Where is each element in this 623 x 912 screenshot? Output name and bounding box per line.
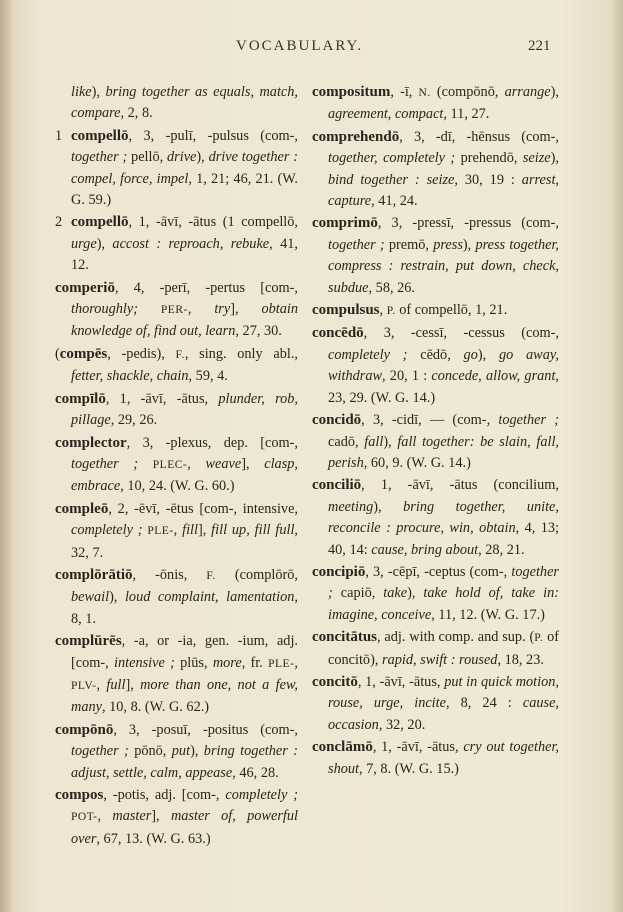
entry-compello-1: 1 compellō, 3, -pulī, -pulsus (com-, together ; pellō, drive), drive together : compel, force, impel, 1, 21; 46, 21. (W. G. 59.) (55, 127, 298, 209)
entry-compulsus: compulsus, P. of compellō, 1, 21. (312, 302, 508, 319)
left-column (55, 82, 298, 851)
entry-compono: compōnō, 3, -posuī, -positus (com-, together ; pōnō, put), bring together : adjust, settle, calm, appease, 46, 28. (55, 721, 298, 781)
page-header (0, 38, 623, 58)
entry-concito: concitō, 1, -āvī, -ātus, put in quick motion, rouse, urge, incite, 8, 24 : cause, occasion, 32, 20. (312, 673, 559, 733)
page-number: 221 (528, 38, 551, 54)
entry-concedo: concēdō, 3, -cessī, -cessus (com-, completely ; cēdō, go), go away, withdraw, 20, 1 : concede, allow, grant, 23, 29. (W. G. 14.) (312, 325, 559, 406)
entry-cont: like), bring together as equals, match, compare, 2, 8. (71, 84, 298, 122)
entry-comploratio: complōrātiō, -ōnis, F. (complōrō, bewail), loud complaint, lamentation, 8, 1. (55, 566, 298, 627)
entry-comprimo: comprimō, 3, -pressī, -pressus (com-, together ; premō, press), press together, compress : restrain, put down, check, subdue, 58, 26. (312, 215, 559, 296)
entry-compello-2: 2 compellō, 1, -āvī, -ātus (1 compellō, urge), accost : reproach, rebuke, 41, 12. (55, 214, 298, 274)
entry-concipio: concipiō, 3, -cēpī, -ceptus (com-, together ; capiō, take), take hold of, take in: imagine, conceive, 11, 12. (W. G. 17.) (312, 563, 559, 623)
entry-concilio: conciliō, 1, -āvī, -ātus (concilium, meeting), bring together, unite, reconcile : procure, win, obtain, 4, 13; 40, 14: cause, bring about, 28, 21. (312, 477, 559, 558)
entry-compositum: compositum, -ī, N. (compōnō, arrange), agreement, compact, 11, 27. (312, 84, 559, 123)
entry-compos: compos, -potis, adj. [com-, completely ; POT-, master], master of, powerful over, 67, 13. (W. G. 63.) (55, 787, 298, 847)
entry-compes: (compēs, -pedis), F., sing. only abl., fetter, shackle, chain, 59, 4. (55, 345, 298, 385)
running-title: VOCABULARY. (236, 38, 364, 54)
entry-concitatus: concitātus, adj. with comp. and sup. (P. of concitō), rapid, swift : roused, 18, 23. (312, 629, 559, 668)
entry-compilo: compīlō, 1, -āvī, -ātus, plunder, rob, pillage, 29, 26. (55, 390, 298, 429)
entry-comperio: comperiō, 4, -perī, -pertus [com-, thoroughly; PER-, try], obtain knowledge of, find out, learn, 27, 30. (55, 279, 298, 340)
entry-complures: complūrēs, -a, or -ia, gen. -ium, adj. [com-, intensive ; plūs, more, fr. PLE-, PLV-, full], more than one, not a few, many, 10, 8. (W. G. 62.) (55, 633, 298, 716)
entry-complector: complector, 3, -plexus, dep. [com-, together ; PLEC-, weave], clasp, embrace, 10, 24. (W. G. 60.) (55, 434, 298, 495)
entry-compleo: compleō, 2, -ēvī, -ētus [com-, intensive, completely ; PLE-, fill], fill up, fill full, 32, 7. (55, 500, 298, 561)
entry-conclamo: conclāmō, 1, -āvī, -ātus, cry out together, shout, 7, 8. (W. G. 15.) (312, 739, 559, 777)
right-column (312, 82, 559, 781)
entry-concido: concidō, 3, -cidī, — (com-, together ; cadō, fall), fall together: be slain, fall, perish, 60, 9. (W. G. 14.) (312, 412, 560, 471)
entry-comprehendo: comprehendō, 3, -dī, -hēnsus (com-, together, completely ; prehendō, seize), bind together : seize, 30, 19 : arrest, capture, 41, 24. (312, 128, 559, 210)
